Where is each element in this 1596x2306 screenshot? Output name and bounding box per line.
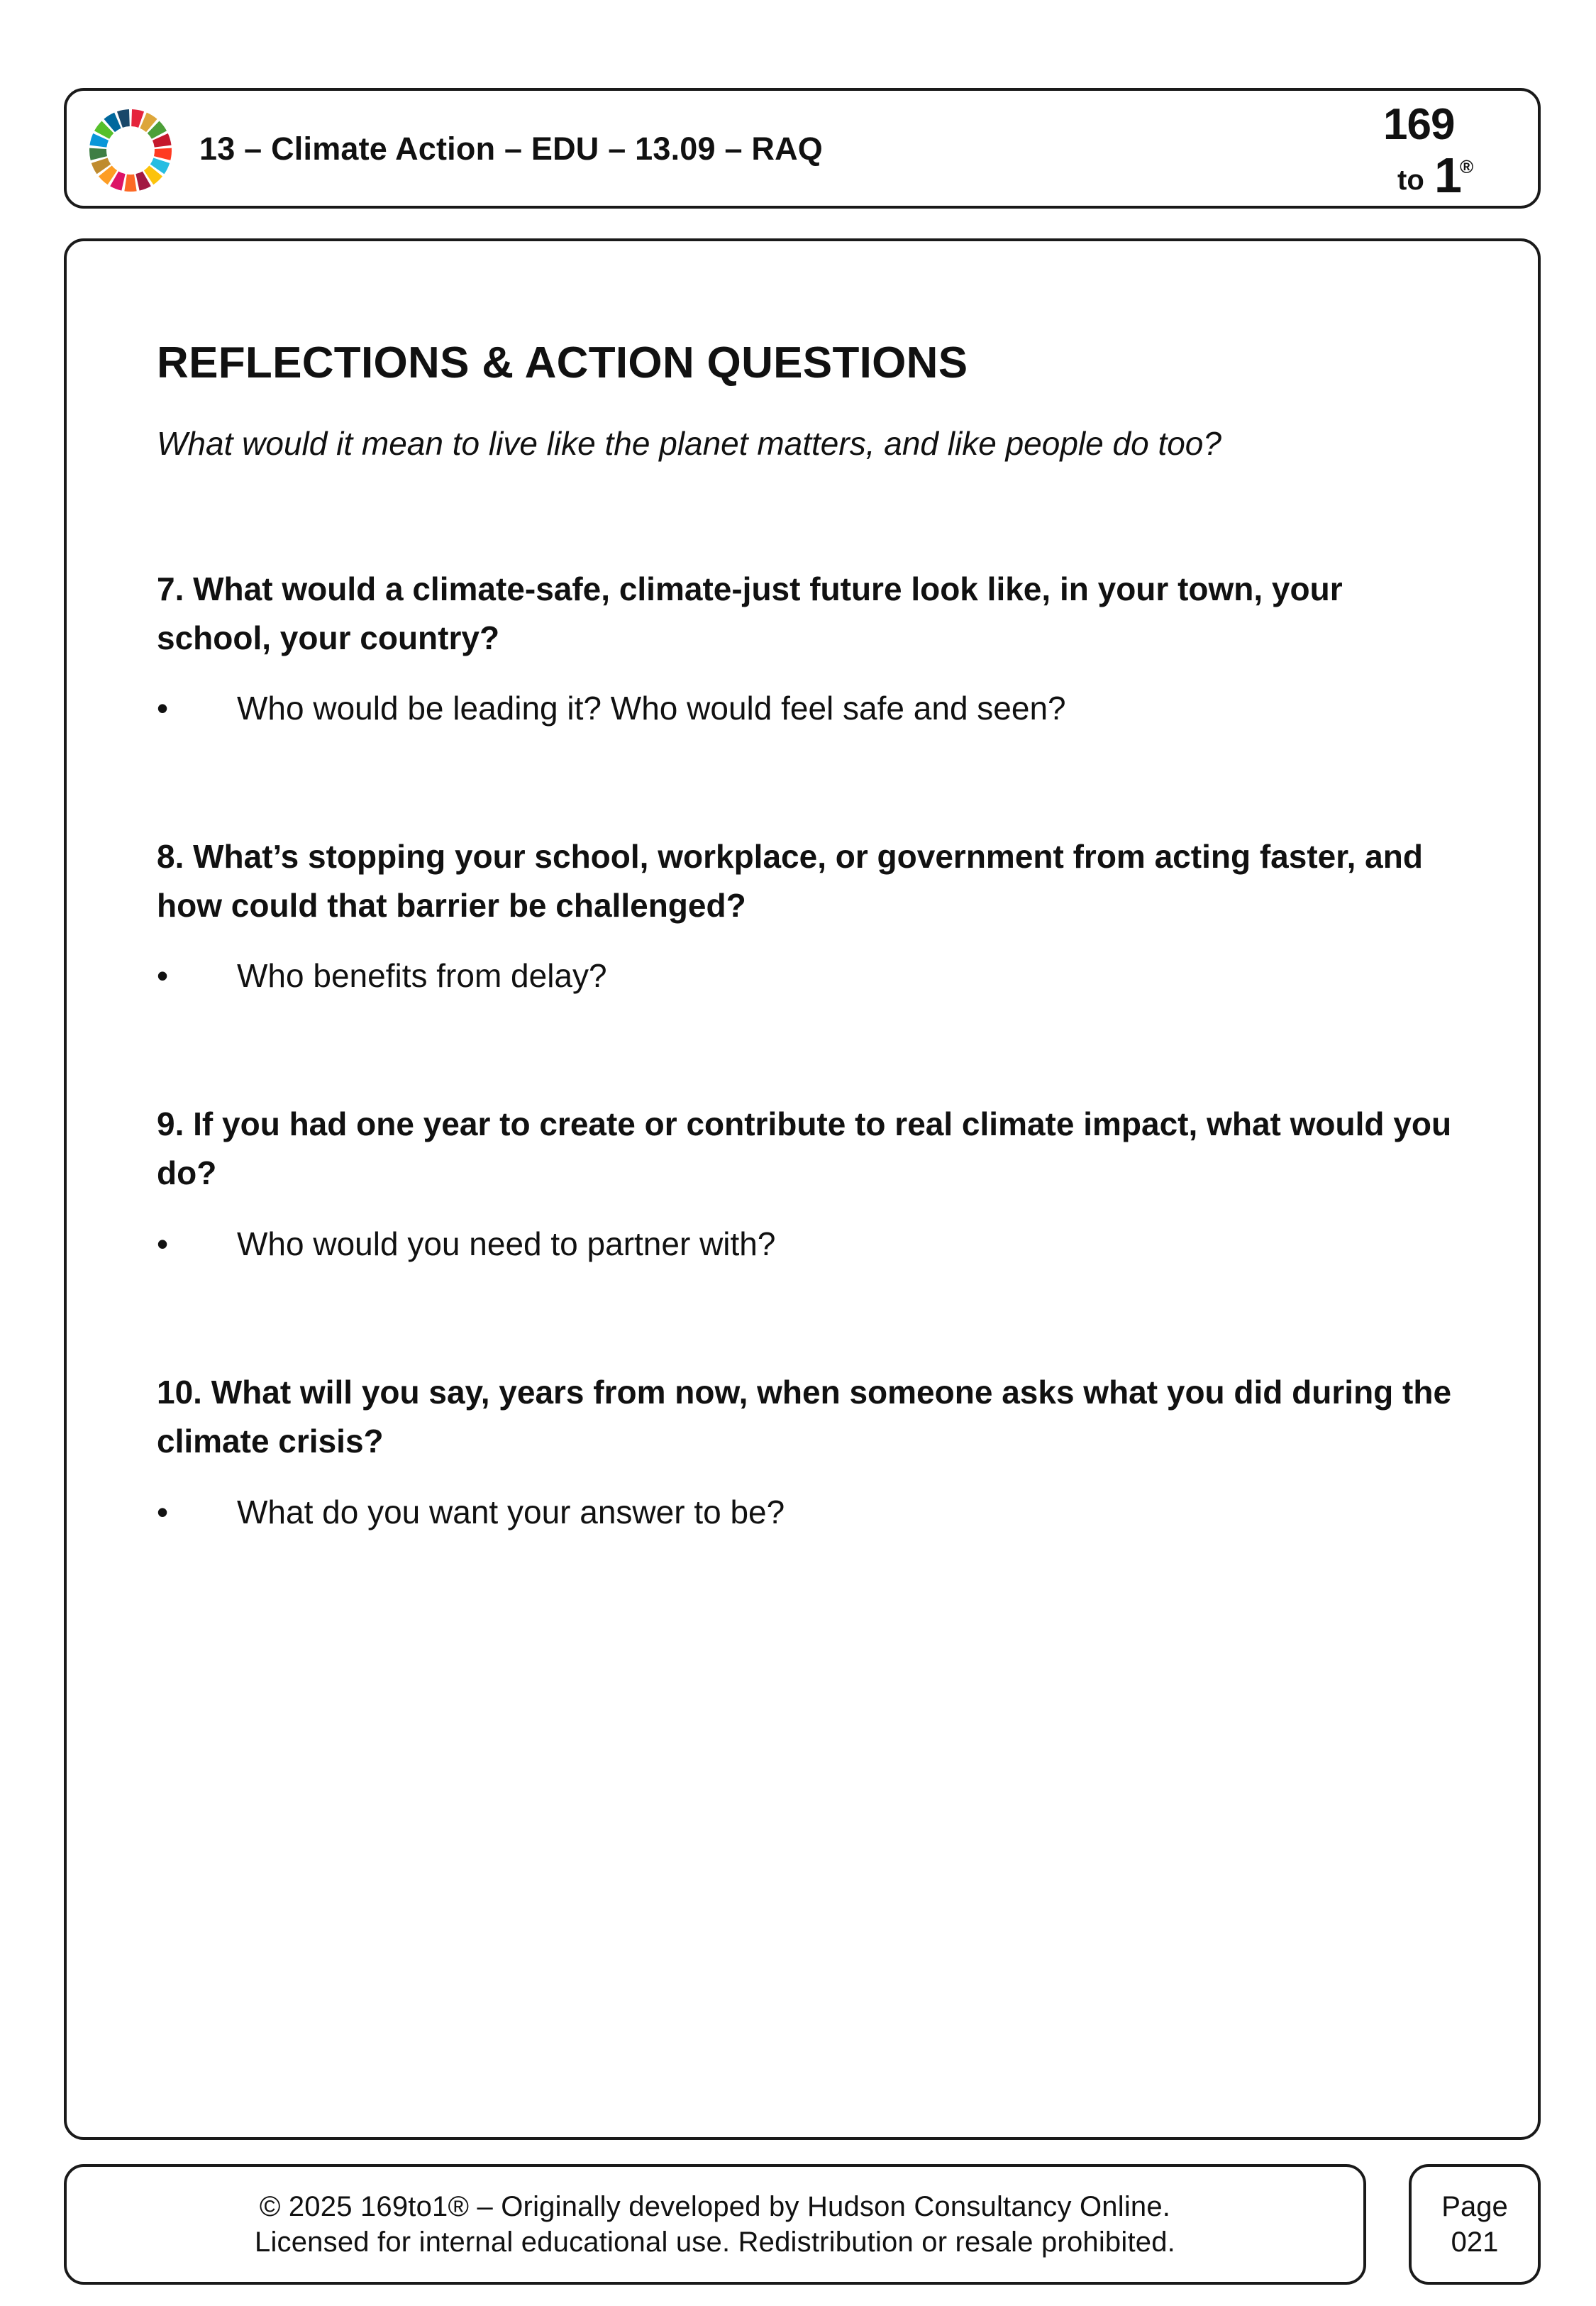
bullet-text: Who benefits from delay?: [237, 957, 607, 994]
page-number: 021: [1451, 2227, 1499, 2258]
sdg-wheel-segment: [154, 148, 172, 160]
question-9: 9. If you had one year to create or contribute to real climate impact, what would you do?: [157, 1105, 1452, 1191]
bullet-dot-icon: •: [157, 1494, 169, 1530]
brand-logo-to: to: [1397, 165, 1424, 196]
document-title: 13 – Climate Action – EDU – 13.09 – RAQ: [199, 131, 823, 167]
question-10: 10. What will you say, years from now, when someone asks what you did during the climate crisis?: [157, 1374, 1452, 1460]
question-7: 7. What would a climate-safe, climate-just future look like, in your town, your school, your country?: [157, 570, 1343, 656]
section-subtitle: What would it mean to live like the planet matters, and like people do too?: [157, 425, 1221, 462]
header-bar: [64, 88, 1541, 209]
bullet-text: Who would you need to partner with?: [237, 1225, 776, 1262]
copyright-line: © 2025 169to1® – Originally developed by Hudson Consultancy Online.: [259, 2191, 1171, 2222]
brand-logo-one: 1: [1434, 148, 1462, 203]
section-title: REFLECTIONS & ACTION QUESTIONS: [157, 338, 968, 387]
brand-logo: [1362, 99, 1483, 203]
brand-logo-number: 169: [1383, 100, 1455, 149]
bullet-dot-icon: •: [157, 690, 169, 727]
bullet-dot-icon: •: [157, 1225, 169, 1262]
bullet-text: Who would be leading it? Who would feel safe and seen?: [237, 690, 1066, 727]
page-number-box: [1409, 2164, 1541, 2285]
sdg-wheel-segment: [89, 148, 107, 160]
bullet-text: What do you want your answer to be?: [237, 1494, 785, 1530]
question-8: 8. What’s stopping your school, workplace, or government from acting faster, and how could that barrier be challenged?: [157, 838, 1423, 924]
footer-copyright: [64, 2164, 1366, 2285]
page-label: Page: [1441, 2191, 1508, 2222]
content-panel: [64, 238, 1541, 2140]
sdg-wheel-segment: [124, 175, 136, 192]
sdg-wheel-icon: [88, 108, 173, 193]
bullet-dot-icon: •: [157, 957, 169, 994]
brand-logo-registered: ®: [1460, 156, 1474, 177]
license-line: Licensed for internal educational use. Redistribution or resale prohibited.: [255, 2227, 1175, 2258]
